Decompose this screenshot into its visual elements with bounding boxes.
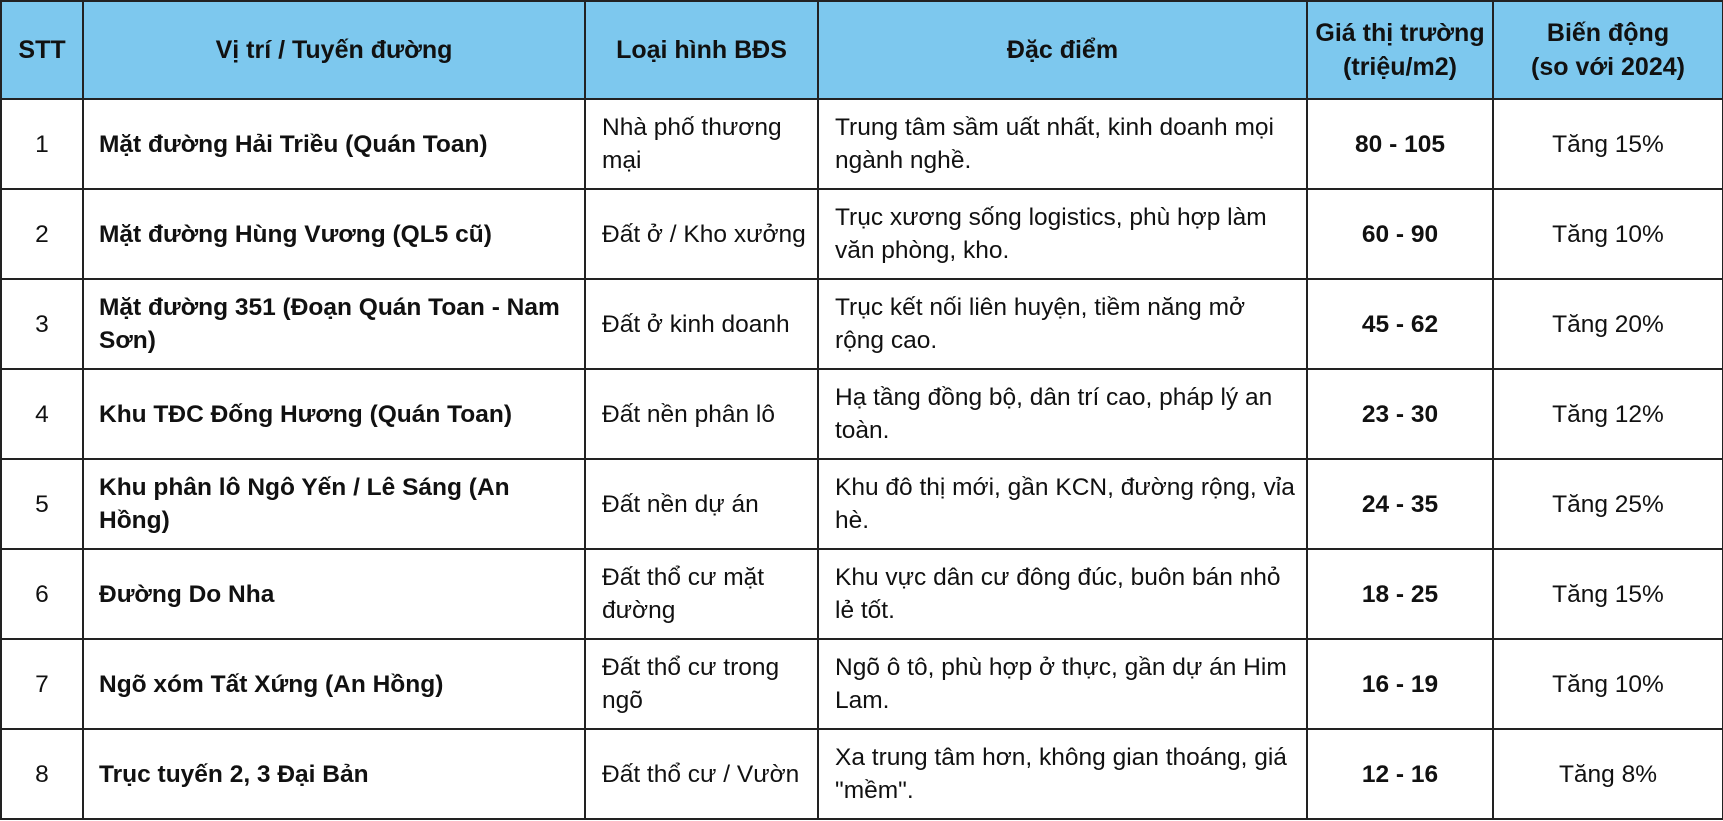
cell-features: Trung tâm sầm uất nhất, kinh doanh mọi ngành nghề. bbox=[818, 99, 1307, 189]
header-price-line1: Giá thị trường bbox=[1315, 19, 1485, 47]
cell-price: 60 - 90 bbox=[1307, 189, 1493, 279]
table-row bbox=[1, 549, 1723, 639]
cell-type: Đất thổ cư trong ngõ bbox=[585, 639, 818, 729]
cell-features: Khu vực dân cư đông đúc, buôn bán nhỏ lẻ tốt. bbox=[818, 549, 1307, 639]
cell-stt: 8 bbox=[1, 729, 83, 819]
header-change-line2: (so với 2024) bbox=[1531, 53, 1685, 81]
cell-location: Mặt đường 351 (Đoạn Quán Toan - Nam Sơn) bbox=[83, 279, 585, 369]
header-change-line1: Biến động bbox=[1546, 19, 1670, 47]
cell-price: 12 - 16 bbox=[1307, 729, 1493, 819]
table-row bbox=[1, 369, 1723, 459]
cell-features: Trục kết nối liên huyện, tiềm năng mở rộng cao. bbox=[818, 279, 1307, 369]
cell-change: Tăng 20% bbox=[1493, 279, 1723, 369]
table-row bbox=[1, 99, 1723, 189]
cell-type: Nhà phố thương mại bbox=[585, 99, 818, 189]
cell-features: Trục xương sống logistics, phù hợp làm văn phòng, kho. bbox=[818, 189, 1307, 279]
header-price bbox=[1307, 1, 1493, 99]
cell-price: 23 - 30 bbox=[1307, 369, 1493, 459]
table-row bbox=[1, 459, 1723, 549]
cell-location: Đường Do Nha bbox=[83, 549, 585, 639]
cell-change: Tăng 12% bbox=[1493, 369, 1723, 459]
cell-type: Đất thổ cư / Vườn bbox=[585, 729, 818, 819]
table-row bbox=[1, 639, 1723, 729]
header-features: Đặc điểm bbox=[818, 1, 1307, 99]
cell-stt: 4 bbox=[1, 369, 83, 459]
cell-price: 24 - 35 bbox=[1307, 459, 1493, 549]
cell-location: Trục tuyến 2, 3 Đại Bản bbox=[83, 729, 585, 819]
table-row bbox=[1, 279, 1723, 369]
cell-features: Khu đô thị mới, gần KCN, đường rộng, vỉa hè. bbox=[818, 459, 1307, 549]
cell-stt: 1 bbox=[1, 99, 83, 189]
cell-stt: 2 bbox=[1, 189, 83, 279]
cell-features: Xa trung tâm hơn, không gian thoáng, giá "mềm". bbox=[818, 729, 1307, 819]
cell-features: Hạ tầng đồng bộ, dân trí cao, pháp lý an toàn. bbox=[818, 369, 1307, 459]
header-price-line2: (triệu/m2) bbox=[1343, 53, 1457, 81]
cell-type: Đất nền phân lô bbox=[585, 369, 818, 459]
cell-location: Khu TĐC Đống Hương (Quán Toan) bbox=[83, 369, 585, 459]
cell-type: Đất ở kinh doanh bbox=[585, 279, 818, 369]
cell-change: Tăng 25% bbox=[1493, 459, 1723, 549]
cell-change: Tăng 15% bbox=[1493, 99, 1723, 189]
cell-price: 45 - 62 bbox=[1307, 279, 1493, 369]
cell-change: Tăng 15% bbox=[1493, 549, 1723, 639]
cell-stt: 7 bbox=[1, 639, 83, 729]
cell-change: Tăng 10% bbox=[1493, 189, 1723, 279]
cell-stt: 5 bbox=[1, 459, 83, 549]
cell-features: Ngõ ô tô, phù hợp ở thực, gần dự án Him Lam. bbox=[818, 639, 1307, 729]
cell-type: Đất thổ cư mặt đường bbox=[585, 549, 818, 639]
cell-change: Tăng 8% bbox=[1493, 729, 1723, 819]
table-row bbox=[1, 189, 1723, 279]
cell-location: Khu phân lô Ngô Yến / Lê Sáng (An Hồng) bbox=[83, 459, 585, 549]
header-location: Vị trí / Tuyến đường bbox=[83, 1, 585, 99]
cell-price: 18 - 25 bbox=[1307, 549, 1493, 639]
header-stt: STT bbox=[1, 1, 83, 99]
header-change bbox=[1493, 1, 1723, 99]
cell-price: 80 - 105 bbox=[1307, 99, 1493, 189]
cell-type: Đất ở / Kho xưởng bbox=[585, 189, 818, 279]
table-header-row bbox=[1, 1, 1723, 99]
header-type: Loại hình BĐS bbox=[585, 1, 818, 99]
cell-stt: 6 bbox=[1, 549, 83, 639]
cell-location: Mặt đường Hải Triều (Quán Toan) bbox=[83, 99, 585, 189]
cell-stt: 3 bbox=[1, 279, 83, 369]
cell-price: 16 - 19 bbox=[1307, 639, 1493, 729]
table-row bbox=[1, 729, 1723, 819]
cell-change: Tăng 10% bbox=[1493, 639, 1723, 729]
cell-location: Mặt đường Hùng Vương (QL5 cũ) bbox=[83, 189, 585, 279]
cell-type: Đất nền dự án bbox=[585, 459, 818, 549]
cell-location: Ngõ xóm Tất Xứng (An Hồng) bbox=[83, 639, 585, 729]
